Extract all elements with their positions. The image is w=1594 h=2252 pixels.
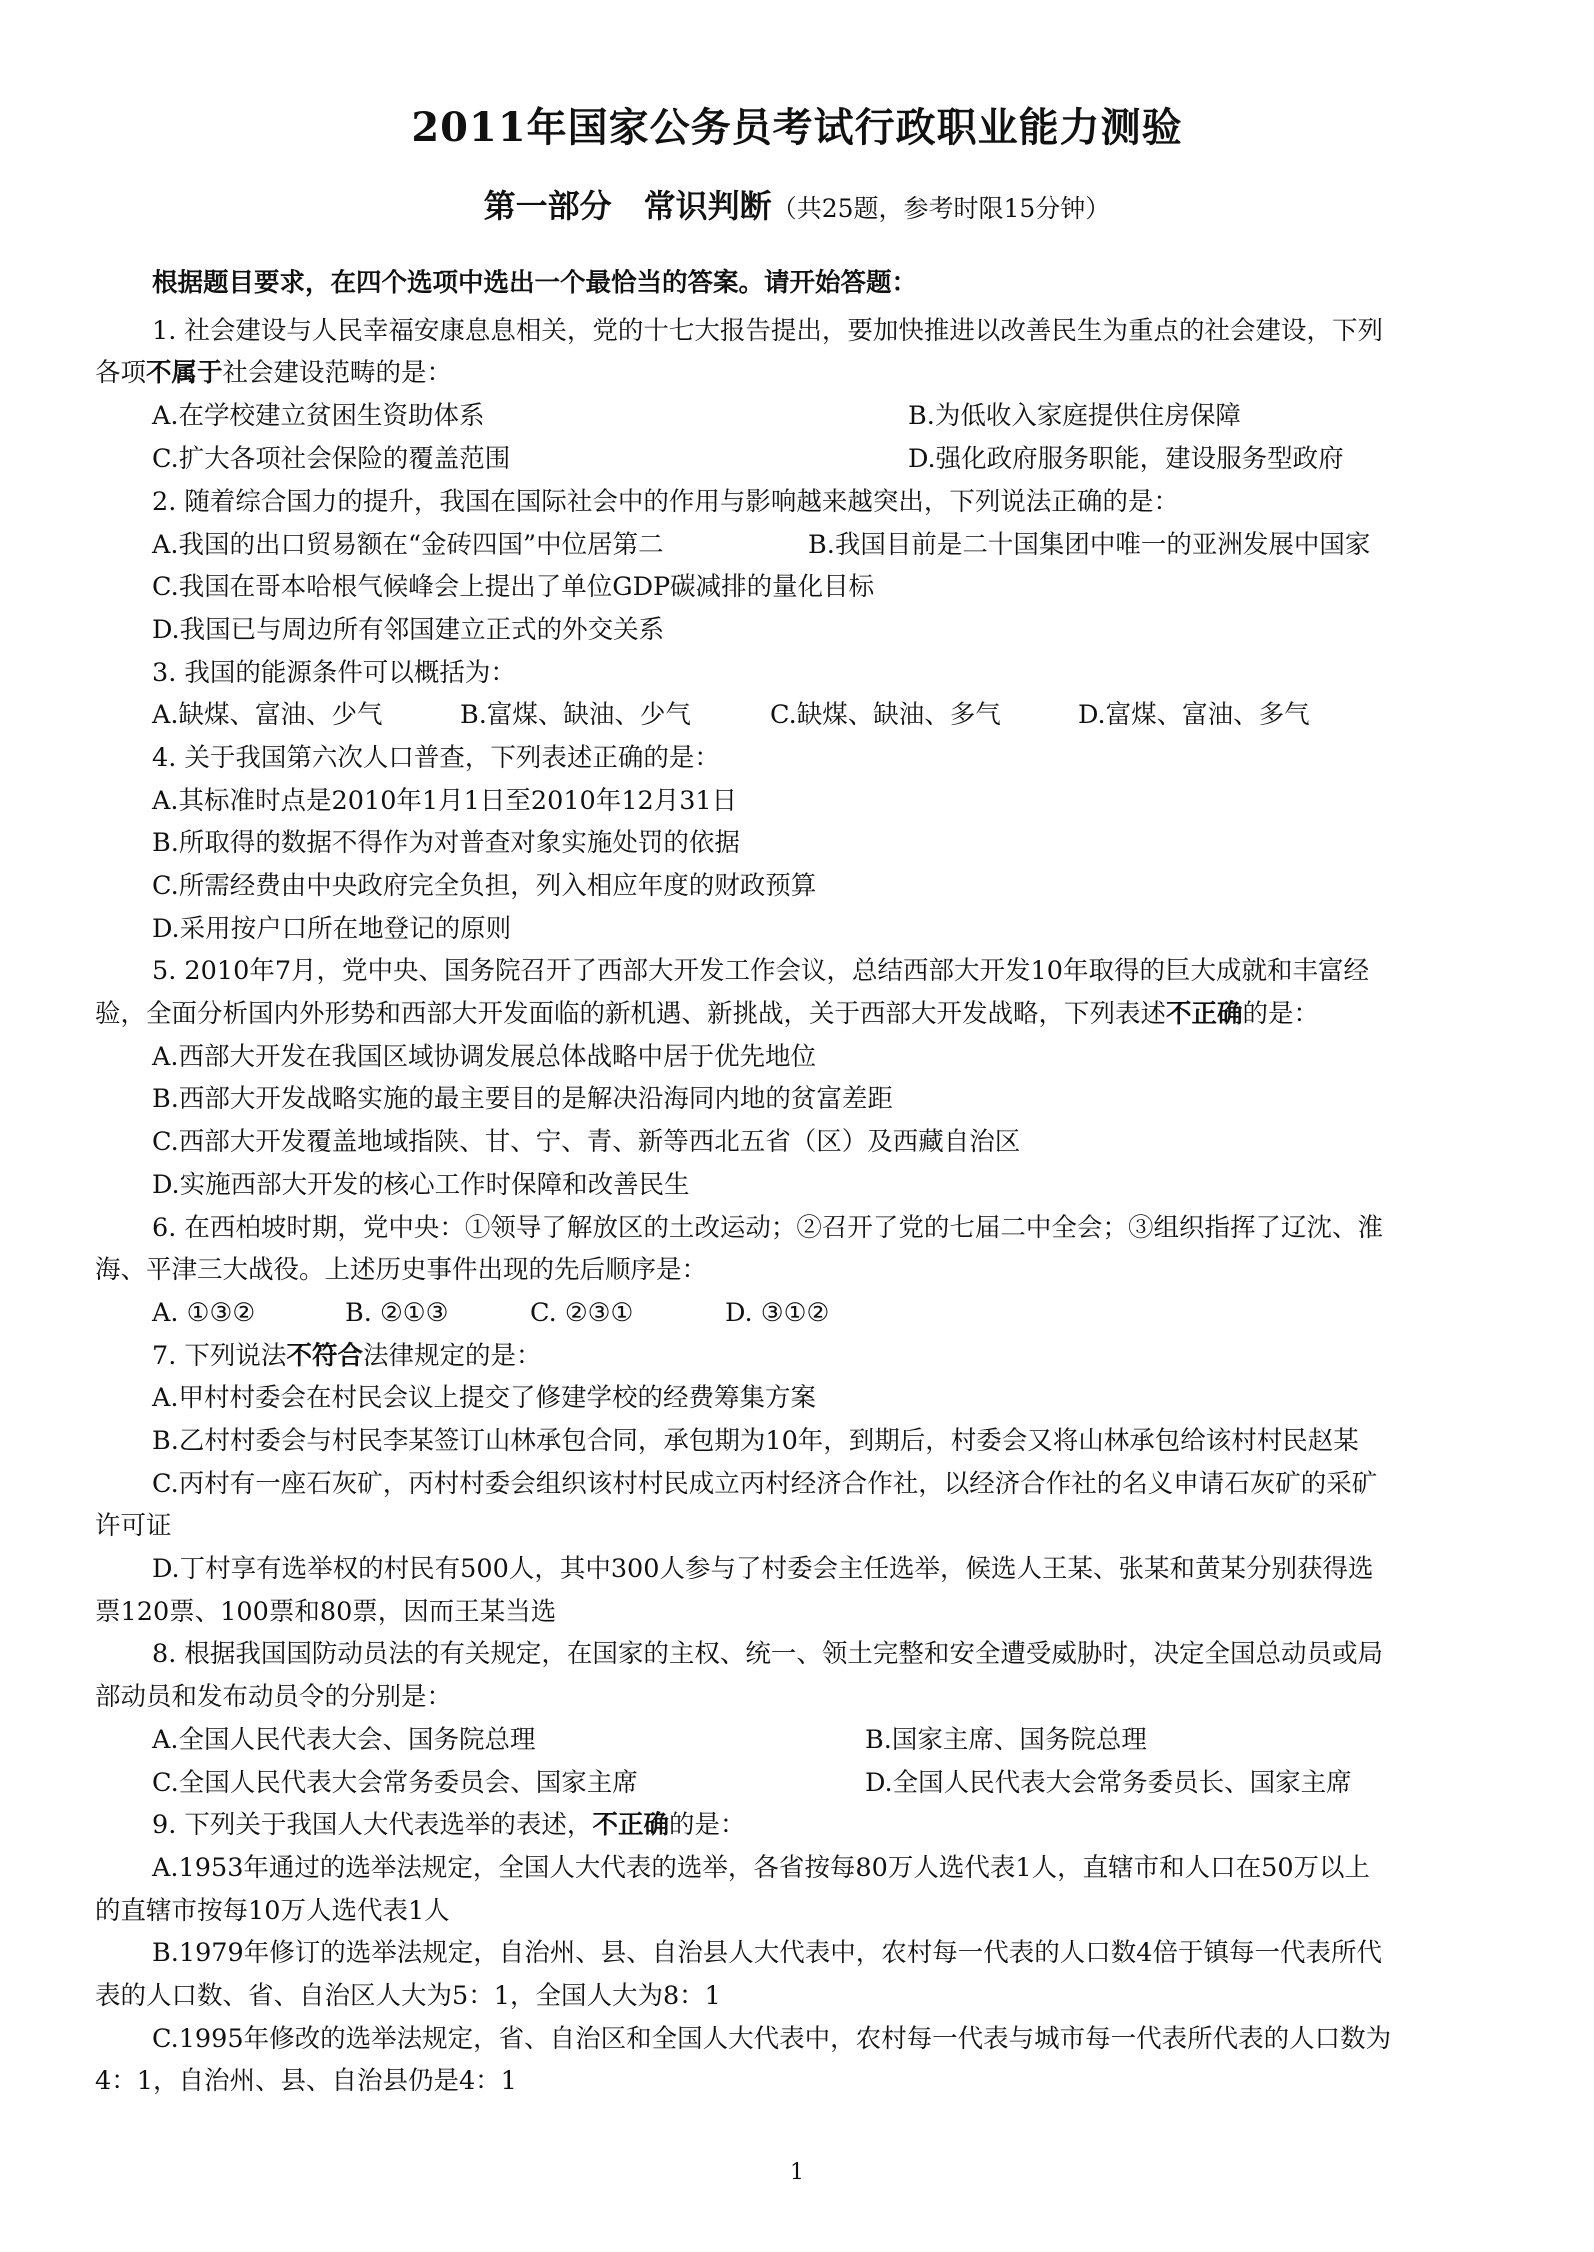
question-3-option-d: D.富煤、富油、多气 (1078, 700, 1310, 730)
emphasis-text: 不符合 (286, 1341, 363, 1371)
question-5-option-d: D.实施西部大开发的核心工作时保障和改善民生 (152, 1170, 690, 1200)
question-5-option-c: C.西部大开发覆盖地域指陕、甘、宁、青、新等西北五省（区）及西藏自治区 (152, 1127, 1021, 1157)
question-5-stem-line-2: 验，全面分析国内外形势和西部大开发面临的新机遇、新挑战，关于西部大开发战略，下列表述不正确的是： (95, 999, 1320, 1029)
question-2-option-a: A.我国的出口贸易额在“金砖四国”中位居第二 (152, 530, 664, 560)
question-1-option-c: C.扩大各项社会保险的覆盖范围 (152, 444, 511, 474)
question-7-option-a: A.甲村村委会在村民会议上提交了修建学校的经费筹集方案 (152, 1383, 817, 1413)
question-8-stem-line-1: 8. 根据我国国防动员法的有关规定，在国家的主权、统一、领土完整和安全遭受威胁时，决定全国总动员或局 (152, 1639, 1383, 1669)
emphasis-text: 不正确 (592, 1810, 669, 1840)
question-1-option-b: B.为低收入家庭提供住房保障 (908, 401, 1241, 431)
question-8-option-b: B.国家主席、国务院总理 (865, 1725, 1147, 1755)
question-2-option-b: B.我国目前是二十国集团中唯一的亚洲发展中国家 (808, 530, 1371, 560)
instruction: 根据题目要求，在四个选项中选出一个最恰当的答案。请开始答题： (152, 268, 918, 298)
question-7-option-b: B.乙村村委会与村民李某签订山林承包合同，承包期为10年，到期后，村委会又将山林承包给该村村民赵某 (152, 1426, 1359, 1456)
question-7-option-c-line-1: C.丙村有一座石灰矿，丙村村委会组织该村村民成立丙村经济合作社，以经济合作社的名义申请石灰矿的采矿 (152, 1469, 1378, 1499)
question-4-option-a: A.其标准时点是2010年1月1日至2010年12月31日 (152, 786, 738, 816)
question-5-stem-line-1: 5. 2010年7月，党中央、国务院召开了西部大开发工作会议，总结西部大开发10年取得的巨大成就和丰富经 (152, 956, 1370, 986)
question-8-option-d: D.全国人民代表大会常务委员长、国家主席 (865, 1768, 1352, 1798)
question-4-option-c: C.所需经费由中央政府完全负担，列入相应年度的财政预算 (152, 871, 817, 901)
question-9-option-c-line-1: C.1995年修改的选举法规定，省、自治区和全国人大代表中，农村每一代表与城市每一代表所代表的人口数为 (152, 2024, 1392, 2054)
question-6-option-a: A. ①③② (152, 1298, 256, 1328)
question-1-stem-line-2: 各项不属于社会建设范畴的是： (95, 358, 453, 388)
question-8-option-a: A.全国人民代表大会、国务院总理 (152, 1725, 536, 1755)
question-8-option-c: C.全国人民代表大会常务委员会、国家主席 (152, 1768, 638, 1798)
question-2-option-d: D.我国已与周边所有邻国建立正式的外交关系 (152, 615, 665, 645)
question-7-option-d-line-1: D.丁村享有选举权的村民有500人，其中300人参与了村委会主任选举，候选人王某、张某和黄某分别获得选 (152, 1554, 1374, 1584)
question-3-option-c: C.缺煤、缺油、多气 (770, 700, 1001, 730)
question-3-stem: 3. 我国的能源条件可以概括为： (152, 658, 516, 688)
question-7-option-d-line-2: 票120票、100票和80票，因而王某当选 (95, 1597, 557, 1627)
question-5-option-b: B.西部大开发战略实施的最主要目的是解决沿海同内地的贫富差距 (152, 1084, 893, 1114)
page-title: 2011年国家公务员考试行政职业能力测验 (411, 104, 1183, 151)
emphasis-text: 不正确 (1166, 999, 1243, 1029)
section-name: 第一部分 常识判断 (483, 187, 772, 225)
question-1-option-d: D.强化政府服务职能，建设服务型政府 (908, 444, 1344, 474)
question-9-option-b-line-2: 表的人口数、省、自治区人大为5：1，全国人大为8：1 (95, 1981, 721, 2011)
question-3-option-b: B.富煤、缺油、少气 (460, 700, 691, 730)
question-3-option-a: A.缺煤、富油、少气 (152, 700, 383, 730)
question-4-stem: 4. 关于我国第六次人口普查，下列表述正确的是： (152, 743, 720, 773)
question-2-option-c: C.我国在哥本哈根气候峰会上提出了单位GDP碳减排的量化目标 (152, 572, 875, 602)
question-6-option-d: D. ③①② (725, 1298, 830, 1328)
section-heading (0, 183, 1594, 235)
question-2-stem: 2. 随着综合国力的提升，我国在国际社会中的作用与影响越来越突出，下列说法正确的是： (152, 487, 1179, 517)
question-8-stem-line-2: 部动员和发布动员令的分别是： (95, 1682, 453, 1712)
question-9-option-a-line-2: 的直辖市按每10万人选代表1人 (95, 1896, 450, 1926)
section-note: （共25题，参考时限15分钟） (771, 194, 1111, 223)
question-6-option-b: B. ②①③ (345, 1298, 449, 1328)
question-1-stem-line-1: 1. 社会建设与人民幸福安康息息相关，党的十七大报告提出，要加快推进以改善民生为重点的社会建设，下列 (152, 316, 1383, 346)
question-9-option-b-line-1: B.1979年修订的选举法规定，自治州、县、自治县人大代表中，农村每一代表的人口数4倍于镇每一代表所代 (152, 1938, 1382, 1968)
question-7-stem: 7. 下列说法不符合法律规定的是： (152, 1341, 542, 1371)
emphasis-text: 不属于 (146, 358, 223, 388)
question-6-option-c: C. ②③① (530, 1298, 634, 1328)
question-9-stem: 9. 下列关于我国人大代表选举的表述，不正确的是： (152, 1810, 746, 1840)
question-9-option-a-line-1: A.1953年通过的选举法规定，全国人大代表的选举，各省按每80万人选代表1人，直辖市和人口在50万以上 (152, 1853, 1371, 1883)
question-1-option-a: A.在学校建立贫困生资助体系 (152, 401, 485, 431)
question-4-option-d: D.采用按户口所在地登记的原则 (152, 914, 512, 944)
question-6-stem-line-1: 6. 在西柏坡时期，党中央：①领导了解放区的土改运动；②召开了党的七届二中全会；③组织指挥了辽沈、淮 (152, 1213, 1383, 1243)
question-5-option-a: A.西部大开发在我国区域协调发展总体战略中居于优先地位 (152, 1042, 817, 1072)
question-7-option-c-line-2: 许可证 (95, 1511, 172, 1541)
question-6-stem-line-2: 海、平津三大战役。上述历史事件出现的先后顺序是： (95, 1255, 708, 1285)
question-9-option-c-line-2: 4：1，自治州、县、自治县仍是4：1 (95, 2066, 517, 2096)
question-4-option-b: B.所取得的数据不得作为对普查对象实施处罚的依据 (152, 828, 740, 858)
page-number: 1 (790, 2160, 804, 2185)
